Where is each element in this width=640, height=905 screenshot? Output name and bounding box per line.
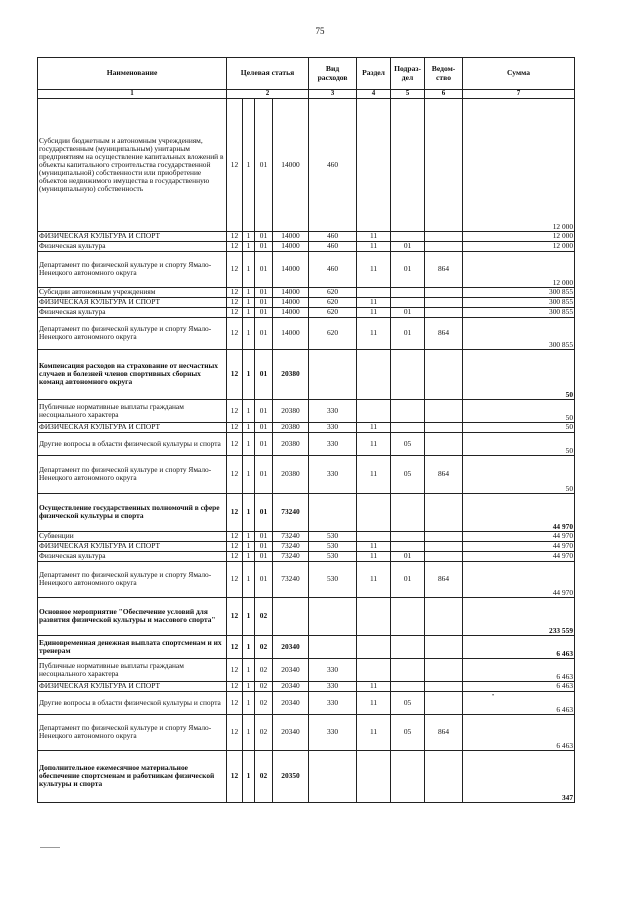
expense-type-cell [309,635,357,658]
section-cell: 11 [357,455,391,493]
target-code-1: 12 [227,750,243,802]
target-code-4: 73240 [273,551,309,561]
target-code-2: 1 [243,541,255,551]
section-cell: 11 [357,681,391,691]
amount-cell: 50 [463,422,575,432]
amount-cell: 44 970 [463,561,575,597]
target-code-4: 14000 [273,231,309,241]
section-cell: 11 [357,561,391,597]
amount-cell: 233 559 [463,597,575,635]
amount-cell: 6 463 [463,635,575,658]
section-cell: 11 [357,251,391,287]
subsection-cell [391,422,425,432]
table-row [38,287,575,297]
table-row [38,635,575,658]
target-code-4: 14000 [273,317,309,349]
target-code-1: 12 [227,714,243,750]
amount-cell: 50 [463,349,575,399]
expense-type-cell: 620 [309,317,357,349]
amount-cell: 6 463 [463,658,575,681]
section-cell [357,750,391,802]
subsection-cell: 05 [391,432,425,455]
expense-type-cell: 460 [309,251,357,287]
target-code-2: 1 [243,241,255,251]
amount-cell: 44 970 [463,551,575,561]
amount-cell: 12 000 [463,241,575,251]
target-code-3: 01 [255,422,273,432]
subsection-cell [391,287,425,297]
section-cell [357,597,391,635]
row-name: Компенсация расходов на страхование от несчастных случаев и болезней членов спортивных сборных команд автономного округа [38,349,227,399]
row-name: Осуществление государственных полномочий в сфере физической культуры и спорта [38,493,227,531]
subsection-cell: 01 [391,307,425,317]
target-code-1: 12 [227,251,243,287]
row-name: ФИЗИЧЕСКАЯ КУЛЬТУРА И СПОРТ [38,231,227,241]
target-code-2: 1 [243,658,255,681]
amount-cell: 300 855 [463,297,575,307]
target-code-2: 1 [243,399,255,422]
section-cell: 11 [357,541,391,551]
expense-type-cell [309,493,357,531]
target-code-2: 1 [243,317,255,349]
scan-mark [40,847,60,848]
target-code-2: 1 [243,714,255,750]
section-cell: 11 [357,231,391,241]
section-cell: 11 [357,307,391,317]
amount-cell: 50 [463,399,575,422]
amount-cell: 12 000 [463,98,575,231]
table-row [38,317,575,349]
target-code-4: 20340 [273,714,309,750]
target-code-3: 01 [255,541,273,551]
subsection-cell [391,681,425,691]
target-code-2: 1 [243,432,255,455]
subsection-cell [391,349,425,399]
target-code-3: 01 [255,307,273,317]
amount-cell: 44 970 [463,493,575,531]
department-cell [425,297,463,307]
section-cell: 11 [357,551,391,561]
header-department: Ведом-ство [425,58,463,90]
expense-type-cell: 460 [309,231,357,241]
table-row [38,531,575,541]
subsection-cell: 01 [391,561,425,597]
amount-cell: 300 855 [463,287,575,297]
target-code-3: 01 [255,399,273,422]
target-code-3: 02 [255,750,273,802]
section-cell: 11 [357,691,391,714]
target-code-1: 12 [227,399,243,422]
table-row [38,493,575,531]
target-code-4: 14000 [273,241,309,251]
target-code-3: 01 [255,551,273,561]
row-name: Департамент по физической культуре и спорту Ямало-Ненецкого автономного округа [38,251,227,287]
target-code-4: 20380 [273,432,309,455]
target-code-3: 01 [255,317,273,349]
table-row [38,307,575,317]
expense-type-cell: 460 [309,241,357,251]
header-subsection: Подраз-дел [391,58,425,90]
subsection-cell: 01 [391,241,425,251]
target-code-1: 12 [227,307,243,317]
row-name: Департамент по физической культуре и спорту Ямало-Ненецкого автономного округа [38,714,227,750]
target-code-4: 14000 [273,251,309,287]
department-cell [425,658,463,681]
row-name: Основное мероприятие "Обеспечение условий для развития физической культуры и массового спорта" [38,597,227,635]
subsection-cell [391,231,425,241]
table-row [38,658,575,681]
target-code-3: 01 [255,455,273,493]
target-code-1: 12 [227,551,243,561]
amount-cell: 12 000 [463,231,575,241]
table-row [38,561,575,597]
target-code-3: 02 [255,691,273,714]
subsection-cell: 01 [391,251,425,287]
expense-type-cell: 530 [309,541,357,551]
subsection-cell [391,750,425,802]
section-cell: 11 [357,297,391,307]
table-row [38,251,575,287]
row-name: ФИЗИЧЕСКАЯ КУЛЬТУРА И СПОРТ [38,541,227,551]
target-code-2: 1 [243,635,255,658]
row-name: ФИЗИЧЕСКАЯ КУЛЬТУРА И СПОРТ [38,422,227,432]
column-index: 5 [391,90,425,99]
expense-type-cell [309,597,357,635]
target-code-3: 01 [255,561,273,597]
target-code-1: 12 [227,541,243,551]
expense-type-cell: 530 [309,531,357,541]
budget-table [37,57,575,803]
department-cell [425,98,463,231]
table-row [38,541,575,551]
header-section: Раздел [357,58,391,90]
target-code-3: 01 [255,432,273,455]
target-code-4: 14000 [273,98,309,231]
target-code-4: 20380 [273,349,309,399]
amount-cell: 44 970 [463,541,575,551]
target-code-3: 02 [255,714,273,750]
row-name: Департамент по физической культуре и спорту Ямало-Ненецкого автономного округа [38,561,227,597]
target-code-2: 1 [243,455,255,493]
target-code-1: 12 [227,349,243,399]
subsection-cell [391,399,425,422]
table-row [38,432,575,455]
amount-cell: 12 000 [463,251,575,287]
target-code-4: 73240 [273,493,309,531]
target-code-1: 12 [227,231,243,241]
target-code-3: 01 [255,531,273,541]
target-code-1: 12 [227,287,243,297]
table-row [38,681,575,691]
target-code-1: 12 [227,635,243,658]
expense-type-cell: 330 [309,658,357,681]
subsection-cell: 05 [391,714,425,750]
section-cell [357,635,391,658]
table-row [38,714,575,750]
expense-type-cell: 530 [309,561,357,597]
amount-cell: 300 855 [463,317,575,349]
row-name: Субвенции [38,531,227,541]
expense-type-cell [309,750,357,802]
department-cell [425,241,463,251]
department-cell [425,597,463,635]
department-cell [425,750,463,802]
table-row [38,349,575,399]
department-cell: 864 [425,317,463,349]
amount-cell: 6 463 [463,681,575,691]
target-code-3: 02 [255,681,273,691]
table-row [38,241,575,251]
target-code-1: 12 [227,98,243,231]
section-cell [357,399,391,422]
target-code-3: 02 [255,597,273,635]
target-code-4: 20350 [273,750,309,802]
subsection-cell [391,597,425,635]
target-code-2: 1 [243,597,255,635]
page-number: 75 [315,26,325,36]
table-row [38,750,575,802]
target-code-4 [273,597,309,635]
department-cell: 864 [425,561,463,597]
header-target-article: Целевая статья [227,58,309,90]
target-code-4: 14000 [273,307,309,317]
expense-type-cell: 330 [309,399,357,422]
amount-cell: 300 855 [463,307,575,317]
department-cell [425,681,463,691]
department-cell [425,541,463,551]
department-cell [425,349,463,399]
table-row [38,297,575,307]
row-name: Единовременная денежная выплата спортсменам и их тренерам [38,635,227,658]
table-row [38,597,575,635]
target-code-2: 1 [243,307,255,317]
section-cell: 11 [357,317,391,349]
column-index: 3 [309,90,357,99]
expense-type-cell [309,349,357,399]
section-cell: 11 [357,432,391,455]
row-name: Публичные нормативные выплаты гражданам несоциального характера [38,658,227,681]
expense-type-cell: 530 [309,551,357,561]
column-index-row [38,90,575,99]
subsection-cell [391,493,425,531]
target-code-4: 73240 [273,531,309,541]
subsection-cell [391,635,425,658]
section-cell: 11 [357,241,391,251]
row-name: Физическая культура [38,551,227,561]
subsection-cell: 01 [391,317,425,349]
target-code-2: 1 [243,681,255,691]
column-index: 4 [357,90,391,99]
amount-cell: 6 463 [463,691,575,714]
row-name: ФИЗИЧЕСКАЯ КУЛЬТУРА И СПОРТ [38,681,227,691]
amount-cell: 6 463 [463,714,575,750]
target-code-4: 14000 [273,297,309,307]
expense-type-cell: 620 [309,307,357,317]
row-name: Публичные нормативные выплаты гражданам несоциального характера [38,399,227,422]
target-code-4: 20380 [273,455,309,493]
row-name: Другие вопросы в области физической культуры и спорта [38,432,227,455]
target-code-1: 12 [227,681,243,691]
target-code-1: 12 [227,493,243,531]
target-code-2: 1 [243,287,255,297]
expense-type-cell: 330 [309,422,357,432]
department-cell [425,531,463,541]
row-name: Субсидии бюджетным и автономным учреждениям, государственным (муниципальным) унитарным предприятиям на осуществление капитальных вложений в объекты капитального строительства государственной (муниципальной) собственности или приобретение объектов недвижимого имущества в государственную (муниципальную) собственность [38,98,227,231]
target-code-4: 14000 [273,287,309,297]
target-code-3: 02 [255,658,273,681]
target-code-3: 01 [255,287,273,297]
target-code-1: 12 [227,691,243,714]
amount-cell: 50 [463,432,575,455]
table-row [38,231,575,241]
expense-type-cell: 330 [309,691,357,714]
target-code-4: 20380 [273,399,309,422]
subsection-cell: 05 [391,691,425,714]
target-code-3: 01 [255,349,273,399]
subsection-cell [391,297,425,307]
target-code-2: 1 [243,493,255,531]
row-name: ФИЗИЧЕСКАЯ КУЛЬТУРА И СПОРТ [38,297,227,307]
target-code-3: 01 [255,241,273,251]
target-code-2: 1 [243,561,255,597]
expense-type-cell: 330 [309,681,357,691]
department-cell [425,231,463,241]
target-code-1: 12 [227,455,243,493]
target-code-2: 1 [243,551,255,561]
subsection-cell: 05 [391,455,425,493]
row-name: Дополнительное ежемесячное материальное обеспечение спортсменам и работникам физической культуры и спорта [38,750,227,802]
table-row [38,551,575,561]
target-code-4: 20340 [273,691,309,714]
amount-cell: 50 [463,455,575,493]
amount-cell: 44 970 [463,531,575,541]
column-index: 1 [38,90,227,99]
expense-type-cell: 330 [309,714,357,750]
target-code-1: 12 [227,597,243,635]
column-index: 2 [227,90,309,99]
expense-type-cell: 620 [309,287,357,297]
department-cell [425,287,463,297]
row-name: Департамент по физической культуре и спорту Ямало-Ненецкого автономного округа [38,455,227,493]
department-cell [425,307,463,317]
table-row [38,455,575,493]
target-code-4: 73240 [273,561,309,597]
subsection-cell [391,658,425,681]
target-code-1: 12 [227,658,243,681]
scan-mark: • [492,693,495,699]
target-code-1: 12 [227,422,243,432]
subsection-cell [391,541,425,551]
expense-type-cell: 620 [309,297,357,307]
target-code-1: 12 [227,241,243,251]
header-amount: Сумма [463,58,575,90]
target-code-2: 1 [243,422,255,432]
section-cell [357,287,391,297]
column-index: 6 [425,90,463,99]
expense-type-cell: 330 [309,455,357,493]
header-name: Наименование [38,58,227,90]
subsection-cell [391,531,425,541]
subsection-cell: 01 [391,551,425,561]
row-name: Другие вопросы в области физической культуры и спорта [38,691,227,714]
header-expense-type: Вид расходов [309,58,357,90]
row-name: Физическая культура [38,241,227,251]
target-code-4: 73240 [273,541,309,551]
department-cell: 864 [425,251,463,287]
section-cell [357,658,391,681]
target-code-1: 12 [227,561,243,597]
target-code-2: 1 [243,98,255,231]
department-cell [425,432,463,455]
target-code-3: 02 [255,635,273,658]
target-code-3: 01 [255,297,273,307]
table-row [38,98,575,231]
department-cell [425,399,463,422]
target-code-1: 12 [227,531,243,541]
table-row [38,422,575,432]
department-cell [425,691,463,714]
expense-type-cell: 330 [309,432,357,455]
target-code-4: 20380 [273,422,309,432]
section-cell [357,531,391,541]
target-code-4: 20340 [273,635,309,658]
target-code-3: 01 [255,98,273,231]
subsection-cell [391,98,425,231]
target-code-2: 1 [243,251,255,287]
department-cell: 864 [425,714,463,750]
department-cell [425,551,463,561]
section-cell [357,98,391,231]
target-code-1: 12 [227,432,243,455]
target-code-2: 1 [243,531,255,541]
section-cell [357,493,391,531]
target-code-2: 1 [243,349,255,399]
target-code-4: 20340 [273,681,309,691]
section-cell: 11 [357,422,391,432]
row-name: Физическая культура [38,307,227,317]
table-row [38,399,575,422]
target-code-3: 01 [255,493,273,531]
department-cell [425,493,463,531]
column-index: 7 [463,90,575,99]
section-cell [357,349,391,399]
department-cell [425,422,463,432]
target-code-3: 01 [255,231,273,241]
target-code-2: 1 [243,750,255,802]
row-name: Субсидии автономным учреждениям [38,287,227,297]
target-code-1: 12 [227,317,243,349]
expense-type-cell: 460 [309,98,357,231]
target-code-3: 01 [255,251,273,287]
section-cell: 11 [357,714,391,750]
header-row [38,58,575,90]
department-cell: 864 [425,455,463,493]
row-name: Департамент по физической культуре и спорту Ямало-Ненецкого автономного округа [38,317,227,349]
target-code-1: 12 [227,297,243,307]
target-code-4: 20340 [273,658,309,681]
amount-cell: 347 [463,750,575,802]
target-code-2: 1 [243,231,255,241]
department-cell [425,635,463,658]
target-code-2: 1 [243,297,255,307]
target-code-2: 1 [243,691,255,714]
